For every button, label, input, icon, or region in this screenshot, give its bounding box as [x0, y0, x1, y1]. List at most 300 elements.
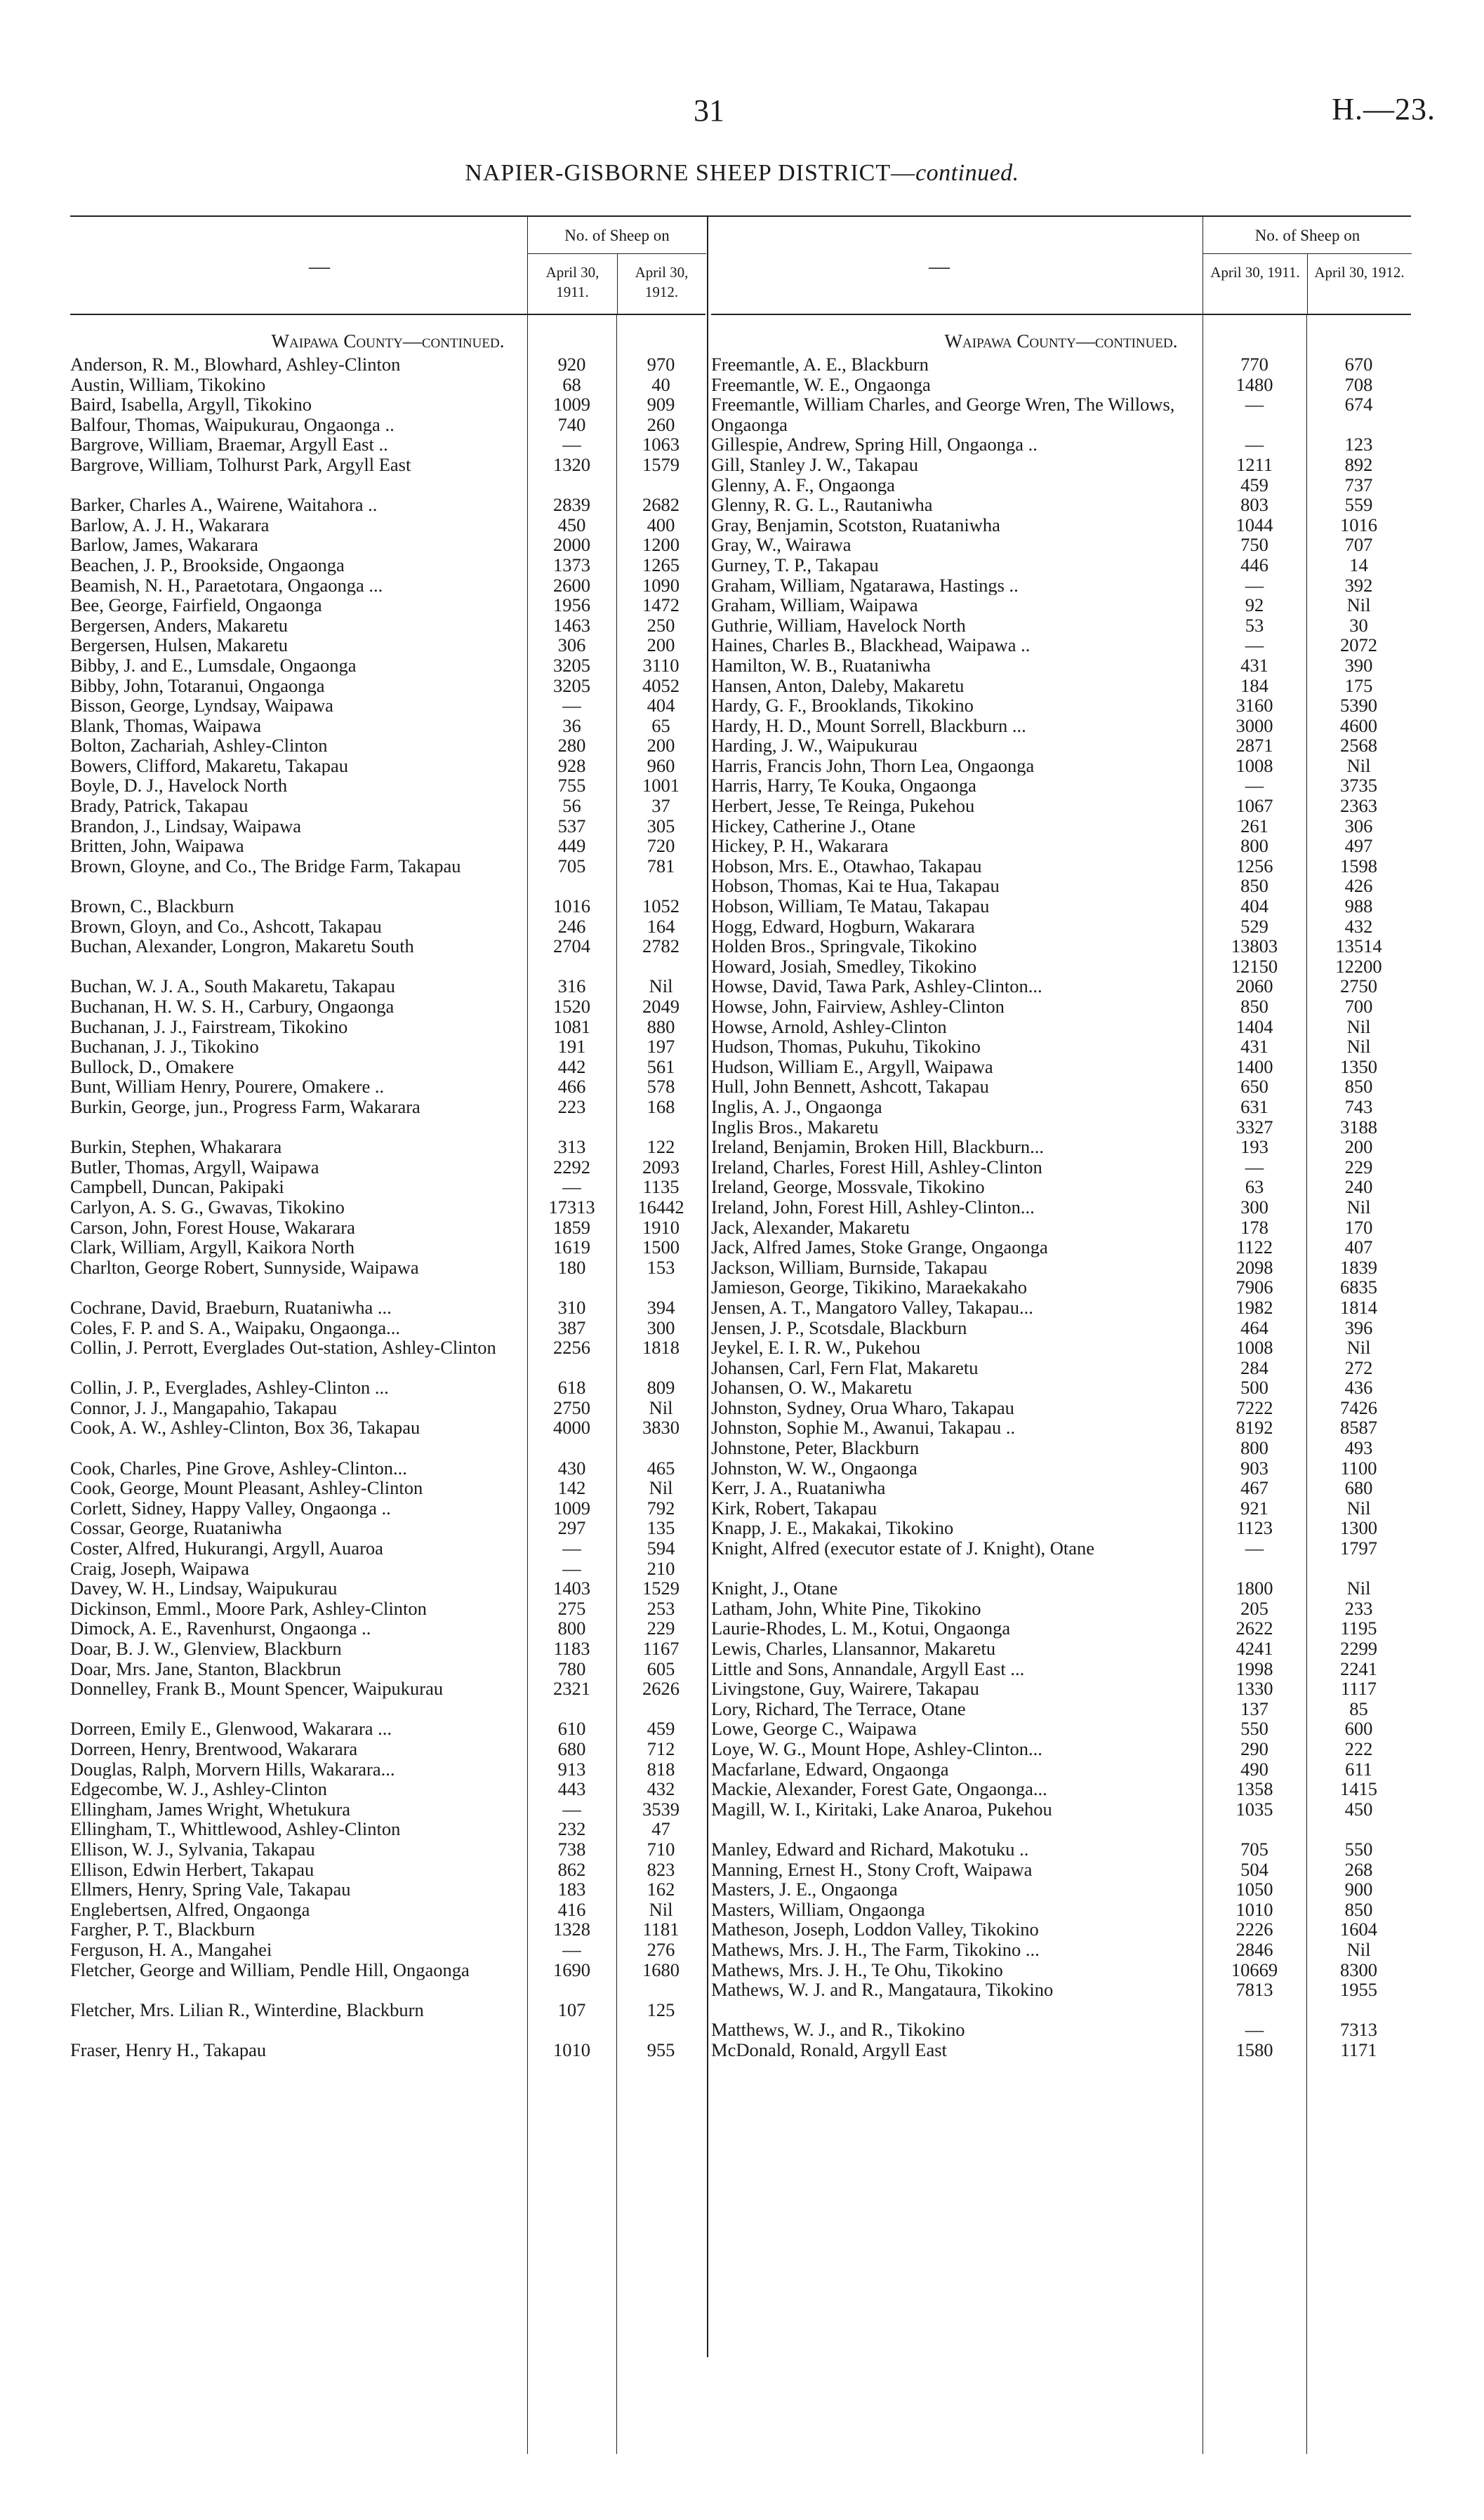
owner-name: Manning, Ernest H., Stony Croft, Waipawa — [711, 1859, 1033, 1880]
owner-name: Bargrove, William, Braemar, Argyll East .. — [70, 434, 388, 455]
sheep-1911: 53 — [1245, 614, 1264, 636]
sheep-1911: 618 — [557, 1377, 586, 1399]
table-row — [70, 1076, 705, 1097]
owner-name: Dickinson, Emml., Moore Park, Ashley-Clinton — [70, 1598, 427, 1619]
sheep-1911: 466 — [557, 1076, 586, 1098]
sheep-1911: — — [562, 1557, 581, 1579]
sheep-1912: 197 — [647, 1036, 675, 1058]
sheep-1911: 446 — [1240, 554, 1268, 575]
owner-name: Freemantle, William Charles, and George Wren, The Willows, Ongaonga — [711, 394, 1175, 435]
table-row — [70, 375, 705, 395]
name-column-header: — — [309, 255, 330, 278]
sheep-1912: 37 — [651, 795, 670, 817]
sheep-1911: 3160 — [1235, 695, 1273, 716]
sheep-1912: 988 — [1344, 895, 1373, 917]
sheep-1911: 1008 — [1235, 1337, 1273, 1359]
sheep-1912: 253 — [647, 1597, 675, 1619]
owner-name: Harris, Francis John, Thorn Lea, Ongaonga — [711, 755, 1035, 776]
sheep-1912: 578 — [647, 1076, 675, 1098]
owner-name: Cook, A. W., Ashley-Clinton, Box 36, Takapau — [70, 1418, 420, 1439]
table-row — [70, 796, 705, 816]
sheep-1912: 809 — [647, 1377, 675, 1399]
owner-name: Masters, J. E., Ongaonga — [711, 1879, 898, 1900]
sheep-1912: 390 — [1344, 654, 1373, 676]
sheep-1911: 316 — [557, 975, 586, 997]
owner-name: Guthrie, William, Havelock North — [711, 615, 966, 636]
sheep-1912: 1001 — [642, 775, 680, 796]
table-row — [70, 735, 705, 756]
sheep-1912: 135 — [647, 1517, 675, 1539]
sheep-1912: Nil — [1346, 1337, 1371, 1359]
table-row — [70, 1900, 705, 1920]
sheep-1911: 1580 — [1235, 2039, 1273, 2060]
owner-name: Bergersen, Anders, Makaretu — [70, 615, 289, 636]
table-row — [70, 1036, 705, 1057]
sheep-1911: 800 — [557, 1618, 586, 1639]
table-row — [70, 1559, 705, 1579]
sheep-1912: 13514 — [1335, 935, 1382, 957]
sheep-1911: 2871 — [1235, 735, 1273, 756]
table-row — [70, 1057, 705, 1077]
sheep-1911: — — [1245, 1538, 1264, 1559]
title-continued: continued. — [915, 160, 1019, 186]
sheep-1911: — — [1245, 394, 1264, 415]
sheep-1911: 261 — [1240, 815, 1268, 836]
sheep-1912: 792 — [647, 1497, 675, 1519]
sheep-1912: 2049 — [642, 996, 680, 1017]
sheep-1912: Nil — [1346, 594, 1371, 616]
owner-name: Ellison, W. J., Sylvania, Takapau — [70, 1839, 315, 1860]
owner-name: Bisson, George, Lyndsay, Waipawa — [70, 695, 333, 716]
sheep-1912: 707 — [1344, 534, 1373, 556]
sheep-1912: 305 — [647, 815, 675, 836]
sheep-1911: 3205 — [553, 674, 590, 696]
sheep-1911: — — [1245, 775, 1264, 796]
sheep-1912: 1415 — [1340, 1778, 1377, 1800]
owner-name: Beachen, J. P., Brookside, Ongaonga — [70, 554, 345, 575]
owner-name: Knight, Alfred (executor estate of J. Knight), Otane — [711, 1538, 1095, 1559]
owner-name: Howse, Arnold, Ashley-Clinton — [711, 1016, 947, 1037]
sheep-1911: 191 — [557, 1036, 586, 1058]
sheep-1912: 260 — [647, 413, 675, 435]
sheep-1911: 7906 — [1235, 1276, 1273, 1298]
owner-name: Glenny, A. F., Ongaonga — [711, 474, 895, 495]
owner-name: Cossar, George, Ruataniwha — [70, 1518, 282, 1539]
sheep-1911: 137 — [1240, 1698, 1268, 1719]
owner-name: Dimock, A. E., Ravenhurst, Ongaonga .. — [70, 1618, 371, 1639]
sheep-1912: 1171 — [1340, 2039, 1377, 2060]
sheep-1911: 529 — [1240, 915, 1268, 937]
sheep-1911: 7813 — [1235, 1979, 1273, 2001]
sheep-1911: 3205 — [553, 654, 590, 676]
sheep-1911: 63 — [1245, 1176, 1264, 1198]
owner-name: Barlow, James, Wakarara — [70, 535, 258, 555]
sheep-1911: 1256 — [1235, 855, 1273, 876]
sheep-1912: 1955 — [1340, 1979, 1377, 2001]
owner-name: Hull, John Bennett, Ashcott, Takapau — [711, 1076, 989, 1097]
owner-name: Hobson, Mrs. E., Otawhao, Takapau — [711, 855, 982, 876]
owner-name: Kirk, Robert, Takapau — [711, 1498, 877, 1519]
sheep-1912: 3539 — [642, 1798, 680, 1820]
owner-name: Ireland, George, Mossvale, Tikokino — [711, 1177, 985, 1197]
year-1912-header: April 30, 1912. — [1314, 264, 1405, 281]
owner-name: Johnston, Sydney, Orua Wharo, Takapau — [711, 1397, 1014, 1418]
sheep-1912: 85 — [1349, 1698, 1368, 1719]
sheep-1911: — — [562, 1176, 581, 1198]
sheep-1912: 1090 — [642, 574, 680, 596]
sheep-1912: 1814 — [1340, 1296, 1377, 1318]
table-row — [70, 1639, 705, 1659]
owner-name: Burkin, Stephen, Whakarara — [70, 1137, 282, 1157]
right-table-header — [711, 217, 1411, 315]
table-row — [70, 1739, 705, 1759]
sheep-1912: 2682 — [642, 494, 680, 516]
owner-name: Buchanan, J. J., Fairstream, Tikokino — [70, 1016, 348, 1037]
owner-name: Howse, David, Tawa Park, Ashley-Clinton... — [711, 976, 1042, 996]
table-row — [70, 1498, 705, 1519]
table-row — [70, 1478, 705, 1498]
sheep-1912: 1135 — [642, 1176, 680, 1198]
owner-name: Doar, B. J. W., Glenview, Blackburn — [70, 1639, 342, 1659]
sheep-1911: 1008 — [1235, 754, 1273, 776]
sheep-1911: 2622 — [1235, 1618, 1273, 1639]
owner-name: Buchan, W. J. A., South Makaretu, Takapau — [70, 976, 395, 996]
sheep-1911: 449 — [557, 835, 586, 857]
sheep-1911: 755 — [557, 775, 586, 796]
sheep-1911: 770 — [1240, 354, 1268, 375]
sheep-1912: Nil — [1346, 1015, 1371, 1037]
owner-name: Hansen, Anton, Daleby, Makaretu — [711, 675, 965, 696]
owner-name: Edgecombe, W. J., Ashley-Clinton — [70, 1779, 327, 1799]
owner-name: Charlton, George Robert, Sunnyside, Waipawa — [70, 1257, 419, 1278]
sheep-1912: 1472 — [642, 594, 680, 616]
sheep-1912: 12200 — [1335, 955, 1382, 977]
owner-name: Fletcher, George and William, Pendle Hill, Ongaonga — [70, 1959, 470, 1980]
owner-name: Bullock, D., Omakere — [70, 1056, 234, 1077]
owner-name: Bolton, Zachariah, Ashley-Clinton — [70, 735, 328, 756]
sheep-1911: 631 — [1240, 1095, 1268, 1117]
sheep-1912: 1265 — [642, 554, 680, 575]
table-row — [70, 2000, 705, 2040]
sheep-1912: Nil — [1346, 1196, 1371, 1218]
owner-name: Cook, George, Mount Pleasant, Ashley-Clinton — [70, 1478, 423, 1498]
sheep-1911: 850 — [1240, 996, 1268, 1017]
sheep-1912: 2626 — [642, 1678, 680, 1700]
sheep-1912: 407 — [1344, 1236, 1373, 1258]
owner-name: Matthews, W. J., and R., Tikokino — [711, 2020, 965, 2040]
table-row — [70, 495, 705, 515]
owner-name: Bibby, John, Totaranui, Ongaonga — [70, 675, 325, 696]
sheep-1911: 1690 — [553, 1959, 590, 1980]
sheep-1912: 432 — [1344, 915, 1373, 937]
sheep-1912: 850 — [1344, 1898, 1373, 1920]
sheep-1912: 268 — [1344, 1858, 1373, 1880]
sheep-1911: 12150 — [1231, 955, 1278, 977]
sheep-1911: 232 — [557, 1818, 586, 1840]
sheep-1912: 4600 — [1340, 714, 1377, 736]
sheep-1912: 1117 — [1340, 1678, 1377, 1700]
sheep-1911: 504 — [1240, 1858, 1268, 1880]
sheep-1911: 431 — [1240, 1036, 1268, 1058]
owner-name: Johansen, Carl, Fern Flat, Makaretu — [711, 1357, 979, 1378]
table-row — [70, 515, 705, 535]
sheep-1912: 900 — [1344, 1879, 1373, 1900]
owner-name: Mathews, Mrs. J. H., Te Ohu, Tikokino — [711, 1959, 1003, 1980]
table-row — [70, 836, 705, 856]
sheep-1912: 436 — [1344, 1377, 1373, 1399]
sheep-1912: 720 — [647, 835, 675, 857]
sheep-1912: 708 — [1344, 373, 1373, 395]
owner-name: Macfarlane, Edward, Ongaonga — [711, 1759, 949, 1780]
sheep-1911: 223 — [557, 1095, 586, 1117]
sheep-1912: 1052 — [642, 895, 680, 917]
owner-name: Haines, Charles B., Blackhead, Waipawa .. — [711, 635, 1031, 655]
sheep-1911: — — [1245, 634, 1264, 656]
owner-name: Buchan, Alexander, Longron, Makaretu South — [70, 936, 414, 957]
owner-name: Gill, Stanley J. W., Takapau — [711, 454, 919, 475]
sheep-1912: 233 — [1344, 1597, 1373, 1619]
year-1911-header: April 30, 1911. — [545, 264, 599, 300]
owner-name: Fraser, Henry H., Takapau — [70, 2039, 267, 2060]
owner-name: Mathews, Mrs. J. H., The Farm, Tikokino ... — [711, 1939, 1040, 1960]
sheep-1911: 68 — [562, 373, 581, 395]
sheep-1911: 10669 — [1231, 1959, 1278, 1980]
sheep-1912: 65 — [651, 714, 670, 736]
sheep-1911: 1328 — [553, 1919, 590, 1940]
sheep-1912: 818 — [647, 1758, 675, 1780]
sheep-1911: 1050 — [1235, 1879, 1273, 1900]
sheep-1911: 36 — [562, 714, 581, 736]
owner-name: Gillespie, Andrew, Spring Hill, Ongaonga .. — [711, 434, 1038, 455]
sheep-1912: 5390 — [1340, 695, 1377, 716]
sheep-1912: 162 — [647, 1879, 675, 1900]
sheep-1912: 2072 — [1340, 634, 1377, 656]
sheep-1912: 909 — [647, 394, 675, 415]
table-row — [70, 434, 705, 455]
table-row — [70, 415, 705, 435]
sheep-1912: 1200 — [642, 534, 680, 556]
sheep-1912: 493 — [1344, 1437, 1373, 1459]
sheep-count-header — [527, 217, 706, 314]
table-row — [70, 1318, 705, 1338]
sheep-1911: 610 — [557, 1718, 586, 1740]
sheep-1911: 1320 — [553, 453, 590, 475]
sheep-1911: 2226 — [1235, 1919, 1273, 1940]
table-row — [70, 455, 705, 495]
sheep-1912: 125 — [647, 1999, 675, 2020]
sheep-1911: 1619 — [553, 1236, 590, 1258]
sheep-1912: 8587 — [1340, 1417, 1377, 1439]
owner-name: Loye, W. G., Mount Hope, Ashley-Clinton... — [711, 1738, 1042, 1759]
table-row — [70, 1819, 705, 1839]
owner-name: Ellingham, James Wright, Whetukura — [70, 1799, 351, 1820]
sheep-1912: Nil — [1346, 1938, 1371, 1960]
owner-name: Bargrove, William, Tolhurst Park, Argyll East — [70, 454, 411, 475]
sheep-1912: 272 — [1344, 1356, 1373, 1378]
sheep-1911: 459 — [1240, 474, 1268, 495]
sheep-1912: 16442 — [637, 1196, 684, 1218]
sheep-1912: 459 — [647, 1718, 675, 1740]
sheep-1911: 1010 — [1235, 1898, 1273, 1920]
sheep-1911: 404 — [1240, 895, 1268, 917]
sheep-count-header — [1203, 217, 1412, 314]
table-row — [70, 1839, 705, 1860]
sheep-1912: 781 — [647, 855, 675, 876]
sheep-1912: 1598 — [1340, 855, 1377, 876]
table-row — [70, 1017, 705, 1037]
owner-name: Brown, C., Blackburn — [70, 896, 234, 916]
column-rule — [616, 314, 617, 2454]
sheep-1911: 1009 — [553, 394, 590, 415]
sheep-1912: 850 — [1344, 1076, 1373, 1098]
sheep-1911: 1859 — [553, 1216, 590, 1238]
sheep-1911: 740 — [557, 413, 586, 435]
sheep-1912: 394 — [647, 1296, 675, 1318]
owner-name: Brady, Patrick, Takapau — [70, 796, 249, 816]
sheep-1911: 2704 — [553, 935, 590, 957]
sheep-1912: Nil — [649, 1396, 673, 1418]
sheep-1911: 275 — [557, 1597, 586, 1619]
owner-name: Knight, J., Otane — [711, 1578, 838, 1599]
owner-name: Donnelley, Frank B., Mount Spencer, Waipukurau — [70, 1679, 444, 1700]
owner-name: Collin, J. P., Everglades, Ashley-Clinton ... — [70, 1378, 389, 1398]
owner-name: Brown, Gloyne, and Co., The Bridge Farm, Takapau — [70, 855, 461, 876]
sheep-1912: 432 — [647, 1778, 675, 1800]
sheep-1912: 200 — [647, 735, 675, 756]
sheep-1911: 750 — [1240, 534, 1268, 556]
sheep-1911: 310 — [557, 1296, 586, 1318]
sheep-1912: 892 — [1344, 453, 1373, 475]
sheep-1912: 880 — [647, 1015, 675, 1037]
sheep-1912: Nil — [1346, 754, 1371, 776]
sheep-1912: 561 — [647, 1055, 675, 1077]
sheep-1912: 1579 — [642, 453, 680, 475]
owner-name: Magill, W. I., Kiritaki, Lake Anaroa, Pukehou — [711, 1799, 1052, 1820]
sheep-1912: 306 — [1344, 815, 1373, 836]
owner-name: Ireland, Charles, Forest Hill, Ashley-Clinton — [711, 1156, 1042, 1178]
sheep-1911: 650 — [1240, 1076, 1268, 1098]
left-column — [70, 217, 705, 2060]
sheep-1912: 497 — [1344, 835, 1373, 857]
owner-name: Doar, Mrs. Jane, Stanton, Blackbrun — [70, 1658, 342, 1679]
sheep-1911: 1982 — [1235, 1296, 1273, 1318]
sheep-1911: 431 — [1240, 654, 1268, 676]
table-row — [70, 1177, 705, 1197]
owner-name: Inglis, A. J., Ongaonga — [711, 1096, 882, 1117]
sheep-1912: 465 — [647, 1457, 675, 1479]
table-row — [70, 1599, 705, 1619]
table-row — [70, 1197, 705, 1218]
sheep-1911: 2256 — [553, 1337, 590, 1359]
owner-name: Baird, Isabella, Argyll, Tikokino — [70, 394, 312, 415]
table-row — [70, 1799, 705, 1820]
owner-name: Austin, William, Tikokino — [70, 374, 266, 395]
sheep-1911: 92 — [1245, 594, 1264, 616]
owner-name: Ellison, Edwin Herbert, Takapau — [70, 1859, 314, 1880]
sheep-1912: 7426 — [1340, 1396, 1377, 1418]
sheep-1911: 705 — [557, 855, 586, 876]
sheep-1911: 313 — [557, 1136, 586, 1158]
sheep-1912: 122 — [647, 1136, 675, 1158]
sheep-1911: 443 — [557, 1778, 586, 1800]
owner-name: Coster, Alfred, Hukurangi, Argyll, Auaroa — [70, 1538, 383, 1559]
sheep-1912: 737 — [1344, 474, 1373, 495]
sheep-1911: 306 — [557, 634, 586, 656]
sheep-1912: 605 — [647, 1658, 675, 1679]
table-row — [70, 1258, 705, 1298]
sheep-1912: 175 — [1344, 674, 1373, 696]
sheep-1911: 862 — [557, 1858, 586, 1880]
sheep-1912: 392 — [1344, 574, 1373, 596]
owner-name: Connor, J. J., Mangapahio, Takapau — [70, 1397, 338, 1418]
sheep-1911: 430 — [557, 1457, 586, 1479]
sheep-1912: 164 — [647, 915, 675, 937]
sheep-1912: Nil — [1346, 1497, 1371, 1519]
table-row — [70, 655, 705, 676]
sheep-1911: 2600 — [553, 574, 590, 596]
owner-name: Hudson, Thomas, Pukuhu, Tikokino — [711, 1036, 981, 1057]
sheep-1911: 913 — [557, 1758, 586, 1780]
sheep-1912: 40 — [651, 373, 670, 395]
sheep-1911: — — [1245, 574, 1264, 596]
sheep-1911: 928 — [557, 754, 586, 776]
owner-name: Johnston, W. W., Ongaonga — [711, 1458, 917, 1479]
table-row — [70, 775, 705, 796]
sheep-1912: 674 — [1344, 394, 1373, 415]
table-row — [70, 1418, 705, 1458]
sheep-1912: 1604 — [1340, 1919, 1377, 1940]
owner-name: Harding, J. W., Waipukurau — [711, 735, 917, 756]
owner-name: Herbert, Jesse, Te Reinga, Pukehou — [711, 796, 975, 816]
table-row — [70, 1659, 705, 1679]
table-row — [70, 535, 705, 555]
sheep-1912: 276 — [647, 1938, 675, 1960]
sheep-1912: 200 — [1344, 1136, 1373, 1158]
owner-name: Blank, Thomas, Waipawa — [70, 715, 262, 736]
table-row — [70, 1679, 705, 1719]
sheep-1912: 2568 — [1340, 735, 1377, 756]
sheep-1911: 705 — [1240, 1838, 1268, 1860]
sheep-1912: 14 — [1349, 554, 1368, 575]
sheep-1911: 1035 — [1235, 1798, 1273, 1820]
sheep-1912: 1350 — [1340, 1055, 1377, 1077]
owner-name: Ellmers, Henry, Spring Vale, Takapau — [70, 1879, 351, 1900]
sheep-1912: 153 — [647, 1256, 675, 1278]
sheep-1912: Nil — [1346, 1578, 1371, 1599]
sheep-1912: 396 — [1344, 1316, 1373, 1338]
sheep-1911: 850 — [1240, 875, 1268, 897]
owner-name: Bowers, Clifford, Makaretu, Takapau — [70, 755, 349, 776]
owner-name: Balfour, Thomas, Waipukurau, Ongaonga .. — [70, 414, 395, 435]
owner-name: Boyle, D. J., Havelock North — [70, 775, 288, 796]
sheep-1912: 4052 — [642, 674, 680, 696]
owner-name: Corlett, Sidney, Happy Valley, Ongaonga .. — [70, 1498, 391, 1519]
owner-name: Laurie-Rhodes, L. M., Kotui, Ongaonga — [711, 1618, 1011, 1639]
sheep-1912: 168 — [647, 1095, 675, 1117]
sheep-1911: 1122 — [1235, 1236, 1273, 1258]
sheep-1911: 184 — [1240, 674, 1268, 696]
owner-name: Ellingham, T., Whittlewood, Ashley-Clinton — [70, 1819, 401, 1839]
sheep-1912: 123 — [1344, 434, 1373, 455]
table-row — [70, 1157, 705, 1178]
table-row — [70, 996, 705, 1017]
sheep-1911: 142 — [557, 1477, 586, 1499]
sheep-1912: 229 — [1344, 1156, 1373, 1178]
owner-name: Barker, Charles A., Wairene, Waitahora .. — [70, 495, 378, 515]
title-main: NAPIER-GISBORNE SHEEP DISTRICT— — [465, 160, 916, 186]
sheep-count-label: No. of Sheep on — [564, 227, 670, 244]
owner-name: Brown, Gloyn, and Co., Ashcott, Takapau — [70, 916, 382, 937]
